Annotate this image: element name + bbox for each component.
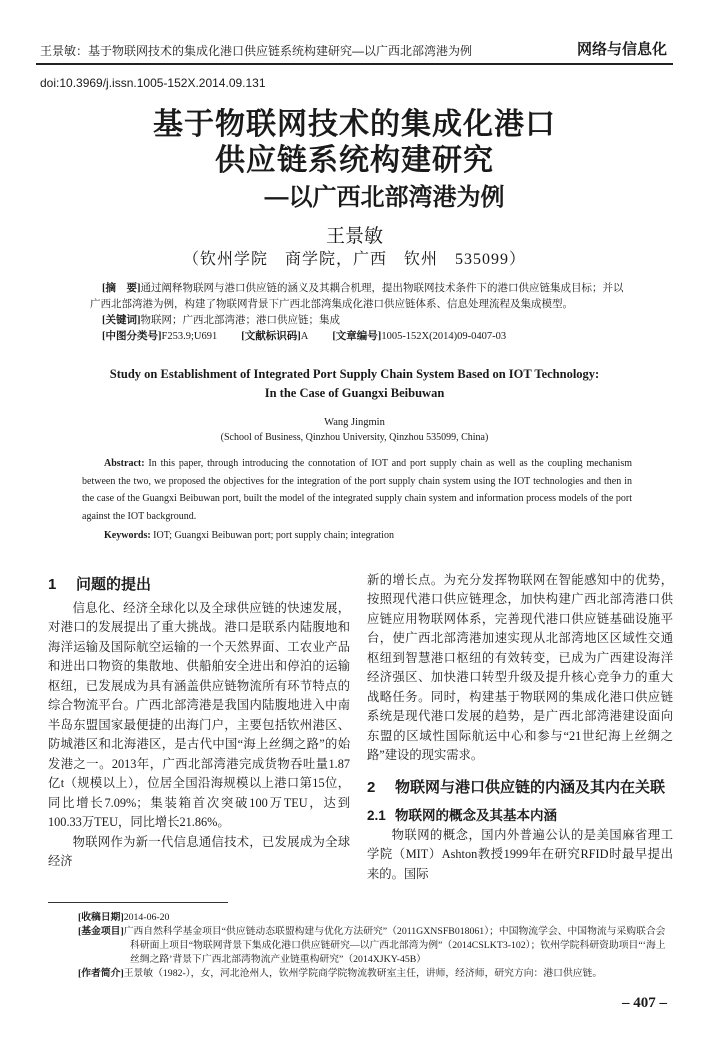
keywords: 物联网；广西北部湾港；港口供应链；集成	[140, 315, 340, 326]
english-keywords: IOT; Guangxi Beibuwan port; port supply chain; integration	[153, 530, 394, 541]
page-number: – 407 –	[622, 995, 667, 1011]
bio-label: [作者简介]	[78, 968, 124, 979]
received-label: [收稿日期]	[78, 912, 124, 923]
abstract-text: 通过阐释物联网与港口供应链的涵义及其耦合机理，提出物联网技术条件下的港口供应链集成目标；并以广西北部湾港为例，构建了物联网背景下广西北部湾集成化港口供应链体系、信息处理流程及集成模型。	[90, 283, 624, 310]
title-line-1: 基于物联网技术的集成化港口	[153, 108, 556, 141]
english-abstract	[82, 455, 632, 545]
keywords-label: [关键词]	[102, 315, 141, 326]
article-no-label: [文章编号]	[332, 331, 382, 342]
english-author: Wang Jingmin	[324, 417, 385, 428]
bio-text: 王景敏（1982-），女，河北沧州人，钦州学院商学院物流教研室主任，讲师，经济师，研究方向：港口供应链。	[123, 968, 603, 979]
fund-label: [基金项目]	[78, 926, 124, 937]
affiliation: （钦州学院 商学院，广西 钦州 535099）	[182, 251, 526, 268]
paragraph: 物联网的概念，国内外普遍公认的是美国麻省理工学院（MIT）Ashton教授1999年在研究RFID时最早提出来的。国际	[367, 827, 673, 881]
running-title: 王景敏：基于物联网技术的集成化港口供应链系统构建研究—以广西北部湾港为例	[40, 44, 473, 58]
section-1-heading	[48, 571, 350, 599]
clc: F253.9;U691	[161, 331, 218, 342]
english-keywords-label: Keywords:	[104, 530, 151, 541]
english-title-line-2: In the Case of Guangxi Beibuwan	[264, 386, 445, 400]
received-date: 2014-06-20	[123, 912, 170, 923]
footnote-divider	[48, 902, 228, 903]
section-title: 物联网与港口供应链的内涵及其内在关联	[395, 778, 666, 796]
english-title	[36, 365, 673, 403]
abstract-label: [摘 要]	[102, 283, 141, 294]
body-columns	[36, 571, 673, 885]
english-abstract-text: In this paper, through introducing the connotation of IOT and port supply chain as well as the coupling mechanism between the two, we proposed the objectives for the integration of the port supply chain system using the IOT technologies and then in the case of the Guangxi Beibuwan port, built the model of the integrated supply chain system and information process models of the port against the IOT background.	[82, 458, 633, 522]
english-affiliation: (School of Business, Qinzhou University, Qinzhou 535099, China)	[220, 432, 489, 443]
clc-label: [中图分类号]	[102, 331, 162, 342]
author: 王景敏	[325, 226, 383, 247]
left-column	[48, 571, 350, 885]
footnotes	[78, 911, 672, 981]
fund-text: 广西自然科学基金项目“供应链动态联盟构建与优化方法研究”（2011GXNSFB018061）；中国物流学会、中国物流与采购联合会科研面上项目“物联网背景下集成化港口供应链研究—以广西北部湾为例”（2014CSLKT3-102）；钦州学院科研资助项目“‘海上丝绸之路’背景下广西北部湾物流产业链重构研究”（2014XJKY-45B）	[123, 926, 666, 965]
section-title: 物联网的概念及其基本内涵	[395, 807, 557, 823]
doc-code-label: [文献标识码]	[241, 331, 301, 342]
section-2-heading	[367, 774, 673, 802]
doc-code: A	[300, 331, 309, 342]
subtitle: —以广西北部湾港为例	[264, 184, 505, 211]
right-column	[367, 571, 673, 885]
journal-section: 网络与信息化	[576, 41, 667, 58]
classification-row	[90, 329, 630, 345]
paragraph: 物联网作为新一代信息通信技术，已发展成为全球经济	[48, 834, 350, 868]
section-title: 问题的提出	[76, 575, 152, 593]
english-abstract-label: Abstract:	[104, 458, 145, 469]
section-2-1-heading	[367, 806, 673, 826]
paragraph: 信息化、经济全球化以及全球供应链的快速发展，对港口的发展提出了重大挑战。港口是联系内陆腹地和海洋运输及国际航空运输的一个天然界面、工农业产品和进出口物资的集散地、供船舶安全进出和停泊的运输枢纽，已发展成为具有涵盖供应链物流所有环节特点的综合物流平台。广西北部湾港是我国内陆腹地进入中南半岛东盟国家最便捷的出海门户，主要包括钦州港区、防城港区和北海港区，是古代中国“海上丝绸之路”的始发港之一。2013年，广西北部湾港完成货物吞吐量1.87亿t（规模以上），位居全国沿海规模以上港口第15位，同比增长7.09%；集装箱首次突破100万TEU，达到100.33万TEU，同比增长21.86%。	[48, 600, 350, 829]
title-line-2: 供应链系统构建研究	[215, 144, 494, 177]
section-number: 1	[48, 575, 57, 593]
article-no: 1005-152X(2014)09-0407-03	[381, 331, 507, 342]
page-header	[36, 40, 673, 65]
doi[interactable]: doi:10.3969/j.issn.1005-152X.2014.09.131	[40, 76, 266, 90]
section-number: 2	[367, 778, 376, 796]
chinese-abstract	[90, 281, 630, 345]
english-title-line-1: Study on Establishment of Integrated Port Supply Chain System Based on IOT Technology:	[109, 367, 600, 381]
section-number: 2.1	[367, 807, 386, 823]
paragraph: 新的增长点。为充分发挥物联网在智能感知中的优势，按照现代港口供应链理念，加快构建广西北部湾港口供应链应用物联网体系，完善现代港口供应链基础设施平台，使广西北部湾港加速实现从北部湾地区区域性交通枢纽到智慧港口枢纽的有效转变，已成为广西建设海洋经济强区、加快港口转型升级及提升核心竞争力的重大战略任务。同时，构建基于物联网的集成化港口供应链系统是现代港口发展的趋势，是广西北部湾港建设面向东盟的区域性国际航运中心和参与“21世纪海上丝绸之路”建设的现实需求。	[367, 572, 673, 762]
